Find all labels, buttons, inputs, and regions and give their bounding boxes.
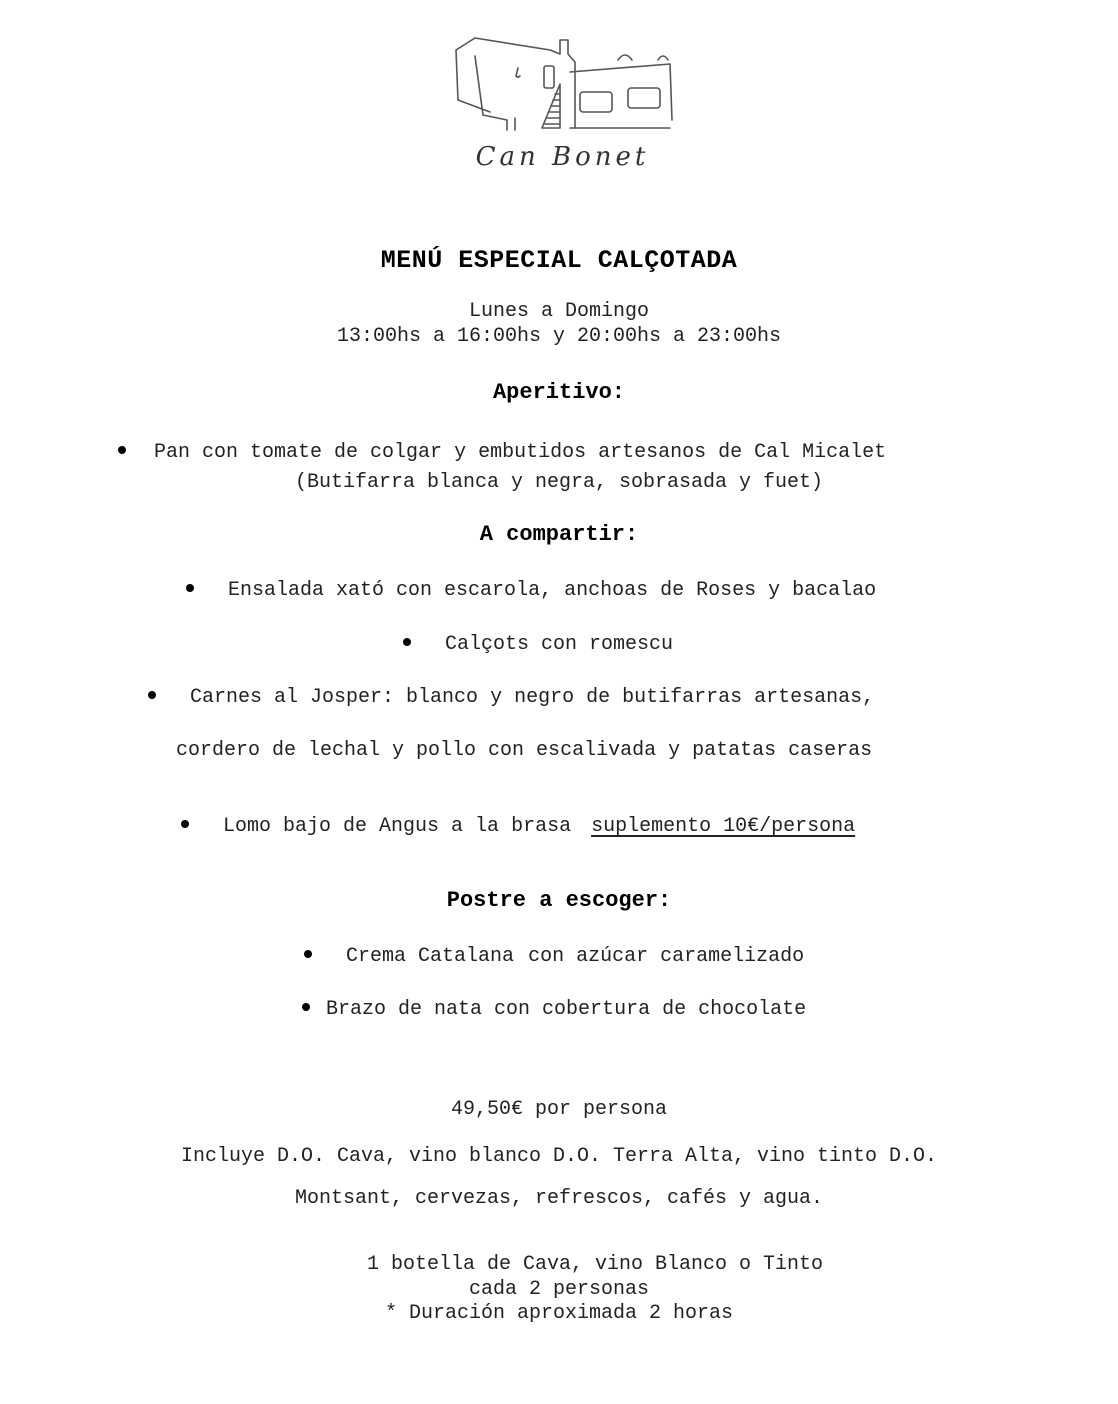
bullet-icon <box>304 950 312 958</box>
list-item <box>302 998 806 1021</box>
supplement-note: suplemento 10€/persona <box>591 815 856 838</box>
item-subtext: cordero de lechal y pollo con escalivada y patatas caseras <box>176 739 873 762</box>
item-text: Lomo bajo de Angus a la brasa <box>223 815 572 838</box>
bullet-icon <box>302 1003 310 1011</box>
note-bottles: 1 botella de Cava, vino Blanco o Tinto <box>366 1253 824 1276</box>
list-item <box>403 633 673 656</box>
item-text: Calçots con romescu <box>445 633 674 656</box>
section-heading-postre: Postre a escoger: <box>446 888 672 913</box>
section-heading-aperitivo: Aperitivo: <box>492 380 626 405</box>
price: 49,50€ por persona <box>450 1098 668 1121</box>
bullet-icon <box>181 820 189 828</box>
bullet-icon <box>118 446 126 454</box>
section-heading-compartir: A compartir: <box>479 522 639 547</box>
item-text: Brazo de nata con cobertura de chocolate <box>326 998 807 1021</box>
schedule-hours: 13:00hs a 16:00hs y 20:00hs a 23:00hs <box>336 325 782 348</box>
menu-title: MENÚ ESPECIAL CALÇOTADA <box>380 246 738 275</box>
list-item <box>304 945 804 968</box>
logo-wordmark: Can Bonet <box>475 142 650 172</box>
note-duration: * Duración aproximada 2 horas <box>384 1302 734 1325</box>
list-item <box>186 579 876 602</box>
list-item <box>148 686 874 709</box>
item-text: Ensalada xató con escarola, anchoas de Roses y bacalao <box>228 579 877 602</box>
item-text: Carnes al Josper: blanco y negro de butifarras artesanas, <box>190 686 875 709</box>
restaurant-logo <box>450 30 675 180</box>
bullet-icon <box>186 584 194 592</box>
item-text: Pan con tomate de colgar y embutidos artesanos de Cal Micalet <box>154 441 887 464</box>
bullet-icon <box>403 638 411 646</box>
item-text: Crema Catalana <box>346 945 515 968</box>
item-text-detail: con azúcar caramelizado <box>528 945 805 968</box>
includes-line-2: Montsant, cervezas, refrescos, cafés y agua. <box>294 1187 824 1210</box>
note-per-persons: cada 2 personas <box>468 1278 650 1301</box>
schedule-days: Lunes a Domingo <box>468 300 650 323</box>
list-item <box>118 441 886 464</box>
item-subtext: (Butifarra blanca y negra, sobrasada y fuet) <box>294 471 824 494</box>
includes-line-1: Incluye D.O. Cava, vino blanco D.O. Terra Alta, vino tinto D.O. <box>180 1145 938 1168</box>
list-item <box>181 815 855 838</box>
bullet-icon <box>148 691 156 699</box>
